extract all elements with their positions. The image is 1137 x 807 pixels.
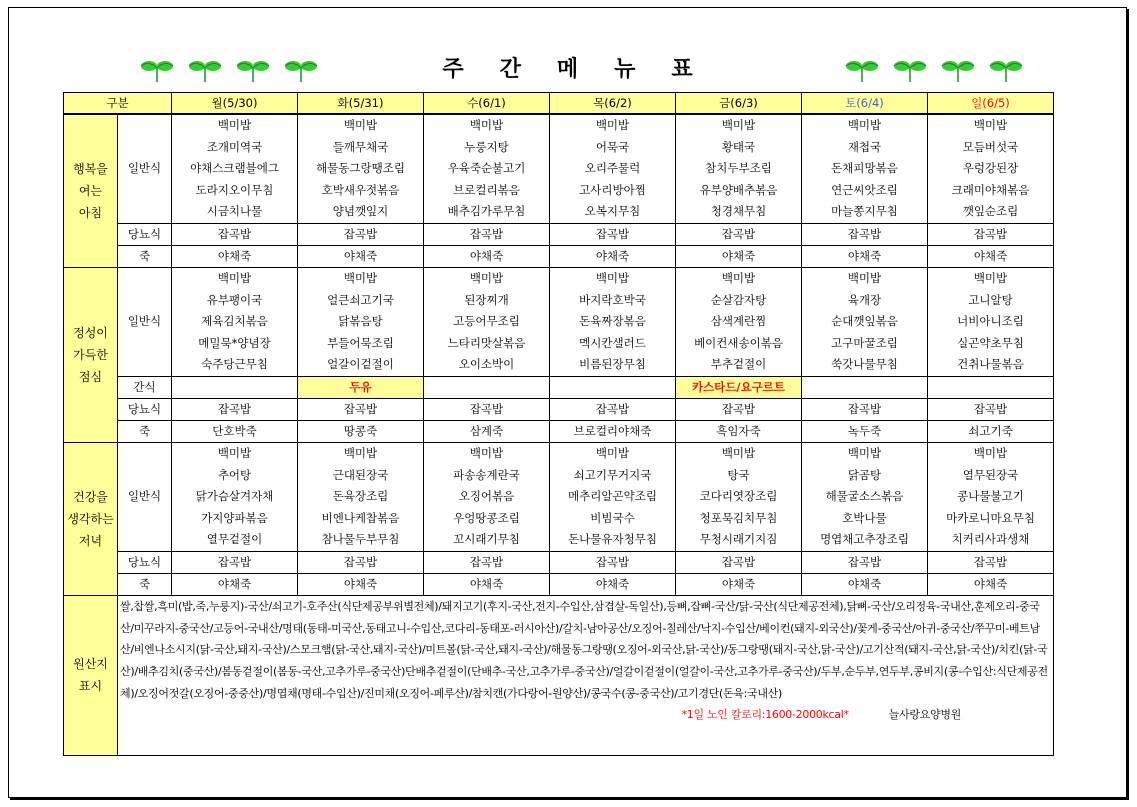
porridge-cell: 야채죽 bbox=[298, 573, 424, 595]
menu-item: 백미밥 bbox=[973, 118, 1008, 132]
menu-item: 백미밥 bbox=[595, 118, 630, 132]
lunch-regular-day-cell bbox=[550, 267, 676, 376]
title-char: 간 bbox=[499, 57, 523, 82]
page-title bbox=[0, 52, 1137, 83]
lunch-section-label: 정성이 가득한 점심 bbox=[64, 267, 118, 442]
diabetic-diet-label: 당뇨식 bbox=[118, 223, 172, 245]
menu-item: 고사리방아찜 bbox=[579, 182, 646, 197]
menu-item: 너비아니조림 bbox=[957, 314, 1024, 329]
diabetic-cell: 잡곡밥 bbox=[928, 223, 1054, 245]
diabetic-cell: 잡곡밥 bbox=[550, 398, 676, 420]
porridge-cell: 녹두죽 bbox=[802, 420, 928, 442]
diabetic-cell: 잡곡밥 bbox=[172, 398, 298, 420]
header-category: 구분 bbox=[64, 93, 172, 115]
menu-item: 오이소박이 bbox=[458, 357, 515, 372]
menu-item: 백미밥 bbox=[469, 270, 504, 285]
menu-item: 건취나물볶음 bbox=[957, 357, 1024, 372]
diabetic-cell: 잡곡밥 bbox=[298, 551, 424, 573]
dinner-regular-day-cell bbox=[928, 442, 1054, 551]
title-char: 표 bbox=[671, 57, 695, 82]
menu-item: 실곤약초무침 bbox=[957, 335, 1024, 350]
title-char: 메 bbox=[556, 57, 581, 82]
porridge-cell: 야채죽 bbox=[172, 245, 298, 267]
menu-item: 가지양파볶음 bbox=[201, 510, 268, 525]
menu-item: 양념깻잎지 bbox=[332, 204, 389, 219]
dinner-section-label: 건강을 생각하는 저녁 bbox=[64, 442, 118, 595]
diabetic-cell: 잡곡밥 bbox=[928, 551, 1054, 573]
porridge-cell: 쇠고기죽 bbox=[928, 420, 1054, 442]
dinner-regular-day-cell bbox=[550, 442, 676, 551]
origin-details bbox=[118, 595, 1054, 755]
diabetic-cell: 잡곡밥 bbox=[676, 398, 802, 420]
calorie-note: *1일 노인 칼로리:1600-2000kcal* bbox=[681, 708, 849, 722]
menu-item: 무청시래기지짐 bbox=[699, 532, 778, 547]
menu-item: 콩나물불고기 bbox=[957, 489, 1024, 504]
breakfast-regular-day-cell bbox=[424, 114, 550, 223]
porridge-label: 죽 bbox=[118, 245, 172, 267]
menu-item: 백미밥 bbox=[217, 270, 252, 285]
menu-item: 백미밥 bbox=[721, 270, 756, 285]
dinner-regular-day-cell bbox=[172, 442, 298, 551]
menu-item: 모듬버섯국 bbox=[962, 139, 1019, 154]
menu-item: 된장찌개 bbox=[464, 292, 509, 307]
header-day: 토(6/4) bbox=[802, 93, 928, 115]
diabetic-diet-label: 당뇨식 bbox=[118, 398, 172, 420]
menu-item: 유부팽이국 bbox=[206, 292, 263, 307]
lunch-regular-day-cell bbox=[676, 267, 802, 376]
menu-item: 백미밥 bbox=[217, 118, 252, 132]
diabetic-diet-label: 당뇨식 bbox=[118, 551, 172, 573]
menu-item: 참나물두부무침 bbox=[321, 532, 400, 547]
menu-item: 시금치나물 bbox=[206, 204, 263, 219]
origin-footer bbox=[120, 704, 1051, 726]
diabetic-cell: 잡곡밥 bbox=[928, 398, 1054, 420]
menu-item: 얼큰쇠고기국 bbox=[327, 292, 394, 307]
diabetic-cell: 잡곡밥 bbox=[802, 551, 928, 573]
menu-item: 비름된장무침 bbox=[579, 357, 646, 372]
menu-item: 부들어묵조림 bbox=[327, 335, 394, 350]
menu-item: 호박나물 bbox=[842, 510, 887, 525]
menu-item: 고니알탕 bbox=[968, 292, 1013, 307]
porridge-cell: 야채죽 bbox=[550, 573, 676, 595]
menu-item: 마늘쫑지무침 bbox=[831, 204, 898, 219]
menu-item: 오리주물럭 bbox=[584, 161, 641, 176]
diabetic-cell: 잡곡밥 bbox=[424, 223, 550, 245]
dinner-regular-day-cell bbox=[424, 442, 550, 551]
menu-item: 유부양배추볶음 bbox=[699, 182, 778, 197]
snack-cell bbox=[550, 376, 676, 398]
menu-item: 메추리알곤약조림 bbox=[568, 489, 657, 504]
menu-item: 부추겉절이 bbox=[710, 357, 767, 372]
snack-cell: 카스타드/요구르트 bbox=[676, 376, 802, 398]
header-day: 목(6/2) bbox=[550, 93, 676, 115]
porridge-cell: 단호박죽 bbox=[172, 420, 298, 442]
menu-item: 야채스크램블에그 bbox=[190, 161, 279, 176]
diabetic-cell: 잡곡밥 bbox=[802, 398, 928, 420]
diabetic-cell: 잡곡밥 bbox=[298, 223, 424, 245]
menu-item: 돈나물유자청무침 bbox=[568, 532, 657, 547]
snack-cell bbox=[928, 376, 1054, 398]
porridge-cell: 브로컬리야채죽 bbox=[550, 420, 676, 442]
porridge-cell: 야채죽 bbox=[172, 573, 298, 595]
menu-item: 백미밥 bbox=[343, 118, 378, 132]
menu-item: 멕시칸샐러드 bbox=[579, 335, 646, 350]
menu-item: 백미밥 bbox=[847, 118, 882, 132]
diabetic-cell: 잡곡밥 bbox=[424, 398, 550, 420]
menu-item: 얼갈이겉절이 bbox=[327, 357, 394, 372]
weekly-menu-table bbox=[63, 92, 1054, 756]
menu-item: 백미밥 bbox=[595, 270, 630, 285]
regular-diet-label: 일반식 bbox=[118, 442, 172, 551]
menu-item: 들깨무채국 bbox=[332, 139, 389, 154]
menu-item: 마카로니마요무침 bbox=[946, 510, 1035, 525]
menu-item: 해물동그랑땡조림 bbox=[316, 161, 405, 176]
menu-item: 백미밥 bbox=[847, 270, 882, 285]
menu-item: 누룽지탕 bbox=[464, 139, 509, 154]
menu-item: 비엔나케찹볶음 bbox=[321, 510, 400, 525]
header-day: 일(6/5) bbox=[928, 93, 1054, 115]
menu-item: 황태국 bbox=[721, 139, 756, 154]
breakfast-regular-day-cell bbox=[172, 114, 298, 223]
menu-item: 순대깻잎볶음 bbox=[831, 314, 898, 329]
menu-item: 어묵국 bbox=[595, 139, 630, 154]
snack-cell bbox=[424, 376, 550, 398]
menu-item: 백미밥 bbox=[217, 445, 252, 460]
menu-item: 돈채피망볶음 bbox=[831, 161, 898, 176]
dinner-regular-day-cell bbox=[676, 442, 802, 551]
menu-item: 백미밥 bbox=[469, 445, 504, 460]
breakfast-regular-day-cell bbox=[802, 114, 928, 223]
porridge-cell: 삼계죽 bbox=[424, 420, 550, 442]
menu-item: 백미밥 bbox=[469, 118, 504, 132]
breakfast-regular-day-cell bbox=[298, 114, 424, 223]
diabetic-cell: 잡곡밥 bbox=[550, 223, 676, 245]
diabetic-cell: 잡곡밥 bbox=[424, 551, 550, 573]
menu-item: 우육죽순불고기 bbox=[447, 161, 526, 176]
menu-item: 백미밥 bbox=[721, 118, 756, 132]
header-day: 월(5/30) bbox=[172, 93, 298, 115]
menu-item: 제육김치볶음 bbox=[201, 314, 268, 329]
diabetic-cell: 잡곡밥 bbox=[172, 551, 298, 573]
menu-item: 쇠고기무거지국 bbox=[573, 467, 652, 482]
diabetic-cell: 잡곡밥 bbox=[676, 223, 802, 245]
menu-item: 백미밥 bbox=[973, 445, 1008, 460]
menu-item: 꼬시래기무침 bbox=[453, 532, 520, 547]
menu-item: 오징어볶음 bbox=[458, 489, 515, 504]
menu-item: 메밀묵*양념장 bbox=[198, 335, 271, 350]
lunch-regular-day-cell bbox=[802, 267, 928, 376]
menu-item: 열무된장국 bbox=[962, 467, 1019, 482]
porridge-cell: 야채죽 bbox=[928, 573, 1054, 595]
diabetic-cell: 잡곡밥 bbox=[550, 551, 676, 573]
porridge-cell: 야채죽 bbox=[802, 245, 928, 267]
menu-item: 육개장 bbox=[847, 292, 882, 307]
breakfast-section-label: 행복을 여는 아침 bbox=[64, 114, 118, 267]
dinner-regular-day-cell bbox=[298, 442, 424, 551]
menu-item: 돈육장조림 bbox=[332, 489, 389, 504]
diabetic-cell: 잡곡밥 bbox=[676, 551, 802, 573]
menu-item: 닭볶음탕 bbox=[338, 314, 383, 329]
menu-item: 숙주당근무침 bbox=[201, 357, 268, 372]
menu-item: 근대된장국 bbox=[332, 467, 389, 482]
menu-item: 해물굴소스볶음 bbox=[825, 489, 904, 504]
menu-item: 참치두부조림 bbox=[705, 161, 772, 176]
regular-diet-label: 일반식 bbox=[118, 114, 172, 223]
menu-item: 배추김가루무침 bbox=[447, 204, 526, 219]
menu-item: 재첩국 bbox=[847, 139, 882, 154]
hospital-name: 늘사랑요양병원 bbox=[888, 708, 961, 722]
porridge-cell: 야채죽 bbox=[928, 245, 1054, 267]
snack-label: 간식 bbox=[118, 376, 172, 398]
menu-item: 열무겉절이 bbox=[206, 532, 263, 547]
menu-item: 탕국 bbox=[727, 467, 750, 482]
menu-item: 우엉땅콩조림 bbox=[453, 510, 520, 525]
menu-item: 도라지오이무침 bbox=[195, 182, 274, 197]
snack-cell: 두유 bbox=[298, 376, 424, 398]
diabetic-cell: 잡곡밥 bbox=[802, 223, 928, 245]
origin-label: 원산지 표시 bbox=[64, 595, 118, 755]
lunch-regular-day-cell bbox=[298, 267, 424, 376]
menu-item: 백미밥 bbox=[343, 270, 378, 285]
menu-item: 순살감자탕 bbox=[710, 292, 767, 307]
header-day: 수(6/1) bbox=[424, 93, 550, 115]
lunch-regular-day-cell bbox=[172, 267, 298, 376]
menu-item: 크래미야채볶음 bbox=[951, 182, 1030, 197]
regular-diet-label: 일반식 bbox=[118, 267, 172, 376]
menu-item: 치커리사과생채 bbox=[951, 532, 1030, 547]
snack-cell bbox=[802, 376, 928, 398]
menu-item: 우렁강된장 bbox=[962, 161, 1019, 176]
diabetic-cell: 잡곡밥 bbox=[298, 398, 424, 420]
menu-item: 백미밥 bbox=[595, 445, 630, 460]
menu-item: 백미밥 bbox=[973, 270, 1008, 285]
porridge-cell: 흑임자죽 bbox=[676, 420, 802, 442]
porridge-label: 죽 bbox=[118, 573, 172, 595]
menu-item: 닭곰탕 bbox=[847, 467, 882, 482]
snack-cell bbox=[172, 376, 298, 398]
porridge-cell: 야채죽 bbox=[676, 573, 802, 595]
menu-item: 명엽채고추장조림 bbox=[820, 532, 909, 547]
menu-item: 비빔국수 bbox=[590, 510, 635, 525]
porridge-label: 죽 bbox=[118, 420, 172, 442]
porridge-cell: 땅콩죽 bbox=[298, 420, 424, 442]
menu-item: 청경채무침 bbox=[710, 204, 767, 219]
menu-item: 고등어무조림 bbox=[453, 314, 520, 329]
header-day: 금(6/3) bbox=[676, 93, 802, 115]
porridge-cell: 야채죽 bbox=[676, 245, 802, 267]
menu-item: 느타리맛살볶음 bbox=[447, 335, 526, 350]
menu-item: 바지락호박국 bbox=[579, 292, 646, 307]
menu-item: 백미밥 bbox=[847, 445, 882, 460]
menu-item: 닭가슴살겨자채 bbox=[195, 489, 274, 504]
breakfast-regular-day-cell bbox=[928, 114, 1054, 223]
menu-item: 브로컬리볶음 bbox=[453, 182, 520, 197]
diabetic-cell: 잡곡밥 bbox=[172, 223, 298, 245]
menu-item: 파송송계란국 bbox=[453, 467, 520, 482]
porridge-cell: 야채죽 bbox=[550, 245, 676, 267]
menu-item: 고구마꿀조림 bbox=[831, 335, 898, 350]
porridge-cell: 야채죽 bbox=[424, 573, 550, 595]
lunch-regular-day-cell bbox=[928, 267, 1054, 376]
menu-item: 쑥갓나물무침 bbox=[831, 357, 898, 372]
origin-text: 쌀,찹쌀,흑미(밥,죽,누룽지)-국산/쇠고기-호주산(식단제공부위별전체)/돼지고기(후지-국산,전지-수입산,삼겹살-독일산),등뼈,잡뼈-국산/닭-국산(식단제공전체),닭뼈-국산/오리정육-국내산,훈제오리-중국산/미꾸라지-중국산/고등어-국내산/명태(동태-미국산,동태고니-수입산,코다리-동태포-러시아산)/갈치-남아공산/오징어-칠레산/낙지-수입산/베이컨(돼지-외국산)/꽃게-중국산/아귀-중국산/쭈꾸미-베트남산/비엔나소시지(닭-국산,돼지-국산)/스모크햄(닭-국산,돼지-국산)/미트볼(닭-국산,돼지-국산)/해물동그랑땡(오징어-외국산,닭-국산)/동그랑땡(돼지-국산,닭-국산)/고기산적(돼지-국산,닭-국산)/치킨(닭-국산)/배추김치(중국산)/봄동겉절이(봄동-국산,고추가루-중국산)단배추겉절이(단배추-국산,고추가루-중국산)/얼갈이겉절이(얼갈이-국산,고추가루-중국산)/두부,순두부,연두부,콩비지(콩-수입산:식단제공전체)/오징어젓갈(오징어-중중산)/명엽채(명태-수입산)/진미채(오징어-페루산)/참치캔(가다랑어-원양산)/콩국수(콩-중국산)/고기경단(돈육:국내산) bbox=[120, 599, 1048, 700]
porridge-cell: 야채죽 bbox=[802, 573, 928, 595]
porridge-cell: 야채죽 bbox=[298, 245, 424, 267]
menu-item: 백미밥 bbox=[721, 445, 756, 460]
breakfast-regular-day-cell bbox=[676, 114, 802, 223]
breakfast-regular-day-cell bbox=[550, 114, 676, 223]
menu-item: 청포묵김치무침 bbox=[699, 510, 778, 525]
menu-item: 추어탕 bbox=[217, 467, 252, 482]
menu-item: 베이컨새송이볶음 bbox=[694, 335, 783, 350]
menu-item: 깻잎순조림 bbox=[962, 204, 1019, 219]
menu-item: 조개미역국 bbox=[206, 139, 263, 154]
porridge-cell: 야채죽 bbox=[424, 245, 550, 267]
menu-item: 돈육짜장볶음 bbox=[579, 314, 646, 329]
menu-item: 백미밥 bbox=[343, 445, 378, 460]
lunch-regular-day-cell bbox=[424, 267, 550, 376]
menu-item: 코다리엿장조림 bbox=[699, 489, 778, 504]
header-day: 화(5/31) bbox=[298, 93, 424, 115]
menu-item: 호박새우젓볶음 bbox=[321, 182, 400, 197]
dinner-regular-day-cell bbox=[802, 442, 928, 551]
menu-item: 연근씨앗조림 bbox=[831, 182, 898, 197]
title-char: 주 bbox=[442, 57, 466, 82]
title-char: 뉴 bbox=[614, 57, 638, 82]
menu-item: 오복지무침 bbox=[584, 204, 641, 219]
menu-item: 삼색계란찜 bbox=[710, 314, 767, 329]
